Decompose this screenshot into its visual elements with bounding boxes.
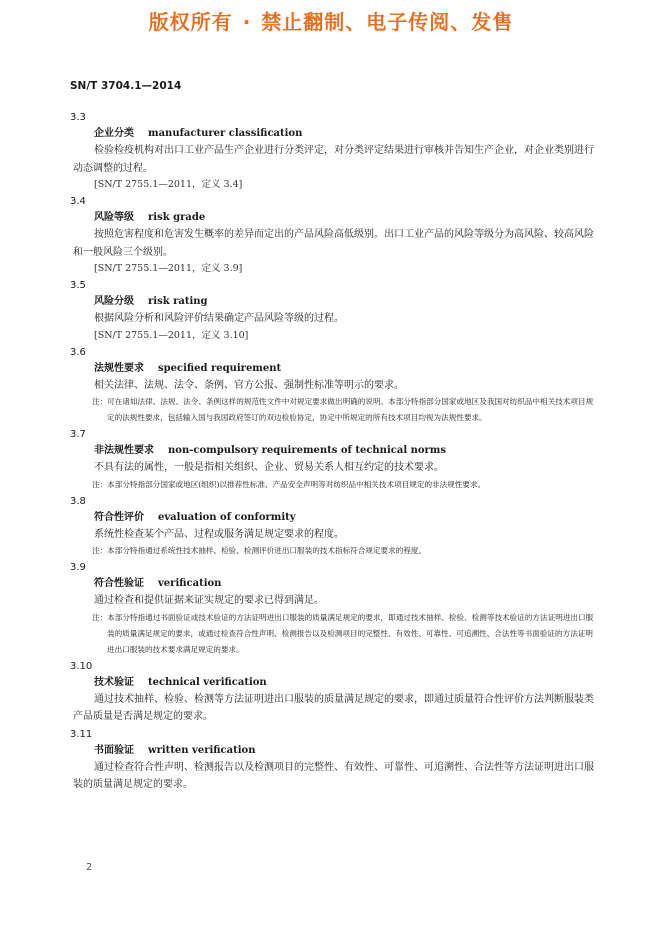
definition-source: [SN/T 2755.1—2011，定义 3.9] — [94, 263, 243, 274]
term-english: verification — [158, 578, 222, 589]
clause-number: 3.6 — [70, 346, 86, 358]
term-note: 注：本部分特指部分国家或地区(组织)以推荐性标准、产品安全声明等对纺织品中相关技术项目规定的非法规性要求。 — [92, 479, 486, 489]
term-chinese: 风险等级 — [94, 212, 134, 223]
term-english: evaluation of conformity — [158, 511, 296, 523]
term-heading — [94, 509, 590, 526]
clause — [70, 427, 590, 493]
term-english: risk rating — [148, 296, 208, 307]
clause — [70, 659, 594, 726]
term-chinese: 风险分级 — [94, 296, 134, 307]
terms-content — [70, 109, 594, 794]
term-definition: 相关法律、法规、法令、条例、官方公报、强制性标准等明示的要求。 — [94, 379, 404, 391]
term-heading — [94, 360, 590, 377]
banner-right-text: 禁止翻制、电子传阅、发售 — [261, 10, 514, 34]
clause — [70, 727, 594, 794]
term-english: risk grade — [148, 212, 206, 223]
standard-number: SN/T 3704.1—2014 — [70, 80, 182, 92]
term-english: manufacturer classification — [148, 128, 303, 139]
clause — [70, 494, 590, 560]
clause-number: 3.10 — [70, 660, 93, 672]
clause — [70, 194, 594, 277]
term-english: technical verification — [148, 676, 267, 688]
term-chinese: 技术验证 — [94, 676, 134, 688]
term-heading — [94, 575, 590, 592]
banner-left-text: 版权所有 — [148, 10, 233, 34]
clause — [70, 345, 594, 427]
clause — [70, 278, 590, 344]
clause-number: 3.3 — [70, 112, 86, 123]
term-english: specified requirement — [158, 362, 282, 374]
clause — [70, 560, 594, 658]
banner-dot: · — [242, 10, 252, 34]
term-definition: 检验检疫机构对出口工业产品生产企业进行分类评定，对分类评定结果进行审核并告知生产企业，对企业类别进行动态调整的过程。 — [73, 145, 594, 174]
definition-source: [SN/T 2755.1—2011，定义 3.10] — [94, 329, 249, 341]
clause-number: 3.7 — [70, 429, 86, 440]
term-chinese: 非法规性要求 — [94, 445, 154, 456]
definition-source: [SN/T 2755.1—2011，定义 3.4] — [94, 179, 243, 190]
term-chinese: 符合性评价 — [94, 511, 144, 523]
clause-number: 3.11 — [70, 728, 93, 740]
term-note: 注：本部分特指通过系统性技术抽样、检验、检测评价进出口服装的技术指标符合规定要求的程度。 — [92, 546, 427, 555]
clause-number: 3.5 — [70, 280, 86, 291]
term-chinese: 书面验证 — [94, 744, 134, 756]
term-chinese: 法规性要求 — [94, 362, 144, 374]
term-definition: 按照危害程度和危害发生概率的差异而定出的产品风险高低级别。出口工业产品的风险等级分为高风险、较高风险和一般风险三个级别。 — [73, 229, 594, 258]
term-heading — [94, 742, 590, 759]
term-english: non-compulsory requirements of technical norms — [168, 445, 447, 456]
clause-number: 3.9 — [70, 562, 86, 573]
term-heading — [94, 442, 590, 459]
term-note: 注：可在诸如法律、法规、法令、条例这样的规范性文件中对规定要求做出明确的说明。本部分特指部分国家或地区及我国对纺织品中相关技术项目规定的法规性要求，包括输入国与我国政府签订的双边检验协定，协定中所规定的所有技术项目均视为法规性要求。 — [92, 397, 594, 422]
term-heading — [94, 209, 590, 226]
clause-number: 3.4 — [70, 196, 86, 207]
term-definition: 根据风险分析和风险评价结果确定产品风险等级的过程。 — [94, 313, 344, 324]
term-heading — [94, 293, 590, 310]
term-definition: 不具有法的属性，一般是指相关组织、企业、贸易关系人相互约定的技术要求。 — [94, 462, 444, 473]
clause — [70, 110, 594, 193]
clause-number: 3.8 — [70, 495, 86, 507]
term-definition: 系统性检查某个产品、过程或服务满足规定要求的程度。 — [94, 528, 344, 540]
term-definition: 通过检查和提供证据来证实规定的要求已得到满足。 — [94, 595, 324, 606]
page-number: 2 — [86, 862, 93, 873]
copyright-banner — [0, 6, 662, 35]
term-heading — [94, 674, 590, 691]
term-chinese: 企业分类 — [94, 128, 134, 139]
term-heading — [94, 125, 590, 142]
term-note: 注：本部分特指通过书面验证或技术验证的方法证明进出口服装的质量满足规定的要求，即通过技术抽样、检验、检测等技术验证的方法证明进出口服装的质量满足规定的要求，或通过检查符合性声明、检测报告以及检测项目的完整性、有效性、可靠性、可追溯性、合法性等书面验证的方法证明进出口服装的技术要求满足规定的要求。 — [92, 612, 594, 654]
term-english: written verification — [148, 744, 256, 756]
term-definition: 通过技术抽样、检验、检测等方法证明进出口服装的质量满足规定的要求，即通过质量符合性评价方法判断服装类产品质量是否满足规定的要求。 — [73, 693, 594, 722]
term-chinese: 符合性验证 — [94, 578, 144, 589]
term-definition: 通过检查符合性声明、检测报告以及检测项目的完整性、有效性、可靠性、可追溯性、合法性等方法证明进出口服装的质量满足规定的要求。 — [73, 761, 594, 790]
